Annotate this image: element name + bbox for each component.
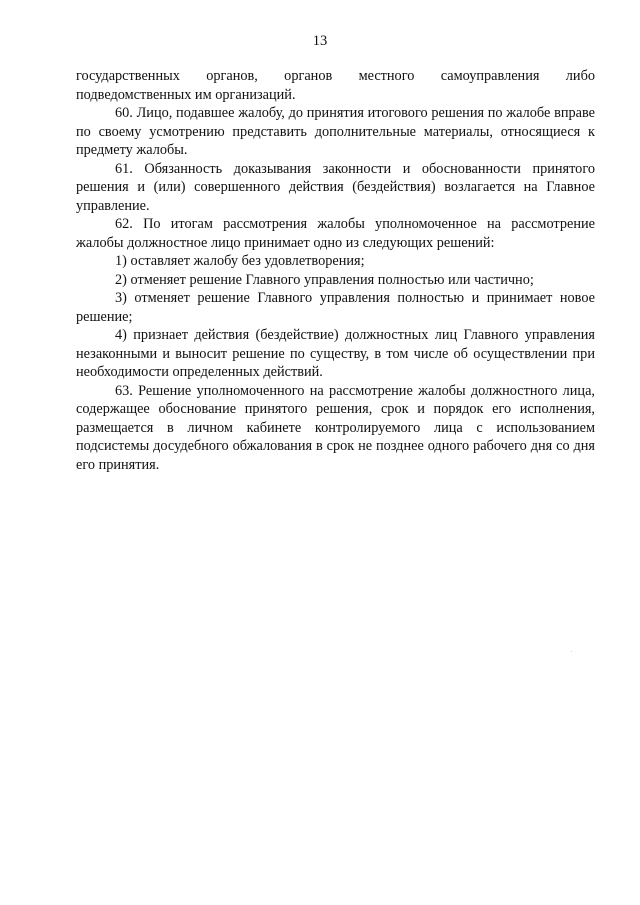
paragraph-60: 60. Лицо, подавшее жалобу, до принятия итогового решения по жалобе вправе по своему усмотрению представить дополнительные материалы, относящиеся к предмету жалобы. [76,105,595,158]
paragraph-61: 61. Обязанность доказывания законности и обоснованности принятого решения и (или) совершенного действия (бездействия) возлагается на Главное управление. [76,160,595,214]
list-item-4: 4) признает действия (бездействие) должностных лиц Главного управления незаконными и выносит решение по существу, в том числе об осуществлении при необходимости определенных действий. [76,327,595,380]
paragraph-63: 63. Решение уполномоченного на рассмотрение жалобы должностного лица, содержащее обоснование принятого решения, срок и порядок его исполнения, размещается в личном кабинете контролируемого лица с использованием подсистемы досудебного обжалования в срок не позднее одного рабочего дня со дня его принятия. [76,382,595,473]
list-item-3: 3) отменяет решение Главного управления полностью и принимает новое решение; [76,290,595,325]
paragraph-continuation: государственных органов, органов местного самоуправления либо подведомственных им организаций. [76,68,595,103]
page-number: 13 [312,33,328,49]
paragraph-62: 62. По итогам рассмотрения жалобы уполномоченное на рассмотрение жалобы должностное лицо принимает одно из следующих решений: [76,216,595,251]
list-item-1: 1) оставляет жалобу без удовлетворения; [115,253,365,269]
document-body [76,67,595,474]
list-item-2: 2) отменяет решение Главного управления полностью или частично; [115,271,534,288]
scan-artifact [571,651,572,652]
